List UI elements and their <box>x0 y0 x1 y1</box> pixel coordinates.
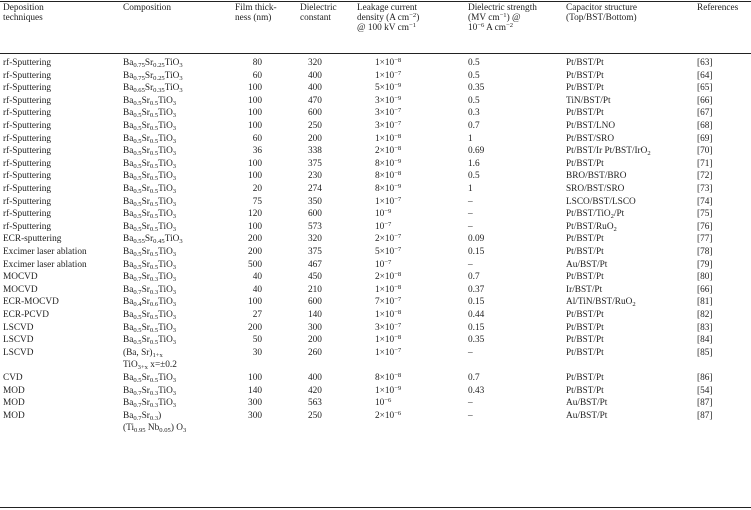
cell-composition: $Ba_{0.5}Sr_{0.5}TiO_3$ <box>123 108 177 120</box>
cell-composition: $Ba_{0.5}Sr_{0.5}TiO_3$ <box>123 310 177 321</box>
cell-capacitor-structure: LSCO/BST/LSCO <box>566 196 636 207</box>
cell-dielectric-strength: – <box>468 398 473 409</box>
header-references: References <box>697 3 739 13</box>
cell-deposition-technique: rf-Sputtering <box>3 158 52 169</box>
cell-reference: [85] <box>697 347 713 358</box>
cell-composition: $Ba_{0.75}Sr_{0.25}TiO_3$ <box>123 70 183 82</box>
cell-dielectric-strength: 0.43 <box>468 385 485 396</box>
cell-dielectric-constant: 250 <box>308 410 322 421</box>
cell-capacitor-structure: Pt/BST/Pt <box>566 70 604 81</box>
cell-reference: [69] <box>697 133 713 144</box>
cell-capacitor-structure: Pt/BST/RuO$_2$ <box>566 221 617 233</box>
cell-film-thickness: 100 <box>248 297 262 308</box>
cell-capacitor-structure: Pt/BST/LNO <box>566 121 616 131</box>
cell-film-thickness: 100 <box>248 373 262 383</box>
cell-deposition-technique: rf-Sputtering <box>3 209 52 220</box>
cell-leakage-current: $10^{-9}$ <box>375 208 392 220</box>
cell-dielectric-strength: 0.3 <box>468 108 480 119</box>
cell-composition: $Ba_{0.5}Sr_{0.5}TiO_3$ <box>123 247 177 258</box>
cell-leakage-current: $10^{-7}$ <box>375 220 392 232</box>
cell-reference: [63] <box>697 58 713 68</box>
cell-composition: $Ba_{0.5}Sr_{0.5}TiO_3$ <box>123 322 177 334</box>
cell-capacitor-structure: Pt/BST/Pt <box>566 322 604 333</box>
cell-dielectric-constant: 350 <box>308 196 322 207</box>
cell-deposition-technique: rf-Sputtering <box>3 58 52 68</box>
cell-dielectric-strength: – <box>468 347 473 358</box>
cell-composition: $Ba_{0.7}Sr_{0.3}$) <box>123 410 162 422</box>
cell-dielectric-strength: – <box>468 209 473 220</box>
cell-deposition-technique: Excimer laser ablation <box>3 259 87 270</box>
cell-leakage-current: $8\times 10^{-9}$ <box>375 157 402 169</box>
cell-dielectric-constant: 375 <box>308 158 322 169</box>
cell-film-thickness: 200 <box>248 247 262 257</box>
cell-dielectric-constant: 467 <box>308 259 322 270</box>
cell-dielectric-constant: 400 <box>308 70 322 81</box>
cell-leakage-current: $1\times 10^{-8}$ <box>375 132 402 144</box>
cell-dielectric-constant: 260 <box>308 347 322 358</box>
cell-leakage-current: $7\times 10^{-7}$ <box>375 296 402 308</box>
cell-deposition-technique: rf-Sputtering <box>3 121 52 131</box>
cell-deposition-technique: rf-Sputtering <box>3 83 52 94</box>
cell-deposition-technique: MOD <box>3 410 25 421</box>
cell-reference: [65] <box>697 83 713 94</box>
cell-capacitor-structure: SRO/BST/SRO <box>566 184 625 194</box>
cell-capacitor-structure: Pt/BST/Pt <box>566 373 604 383</box>
cell-reference: [71] <box>697 158 713 169</box>
cell-leakage-current: $10^{-7}$ <box>375 258 392 270</box>
cell-dielectric-constant: 400 <box>308 373 322 383</box>
cell-dielectric-strength: – <box>468 196 473 207</box>
cell-dielectric-constant: 420 <box>308 385 322 396</box>
cell-dielectric-strength: 0.15 <box>468 247 485 257</box>
cell-dielectric-strength: 0.35 <box>468 335 485 346</box>
cell-leakage-current: $1\times 10^{-7}$ <box>375 195 402 207</box>
cell-dielectric-constant: 230 <box>308 171 322 182</box>
cell-capacitor-structure: BRO/BST/BRO <box>566 171 627 182</box>
cell-leakage-current: $8\times 10^{-8}$ <box>375 372 402 383</box>
cell-leakage-current: $1\times 10^{-8}$ <box>375 334 402 346</box>
cell-dielectric-strength: 0.7 <box>468 272 480 283</box>
cell-film-thickness: 100 <box>248 83 262 94</box>
cell-leakage-current: $3\times 10^{-7}$ <box>375 120 402 131</box>
cell-deposition-technique: Excimer laser ablation <box>3 247 87 257</box>
cell-deposition-technique: CVD <box>3 373 23 383</box>
cell-dielectric-constant: 274 <box>308 184 322 194</box>
cell-capacitor-structure: TiN/BST/Pt <box>566 95 611 106</box>
cell-leakage-current: $2\times 10^{-8}$ <box>375 271 402 283</box>
cell-film-thickness: 100 <box>248 221 262 232</box>
cell-capacitor-structure: Ir/BST/Pt <box>566 284 603 295</box>
cell-deposition-technique: MOCVD <box>3 284 38 295</box>
cell-deposition-technique: rf-Sputtering <box>3 221 52 232</box>
header-composition: Composition <box>123 3 172 13</box>
cell-dielectric-constant: 200 <box>308 335 322 346</box>
cell-reference: [77] <box>697 234 713 245</box>
cell-composition: $Ba_{0.75}Sr_{0.25}TiO_3$ <box>123 58 183 69</box>
cell-capacitor-structure: Pt/BST/Pt <box>566 335 604 346</box>
cell-film-thickness: 120 <box>248 209 262 220</box>
cell-film-thickness: 40 <box>252 272 262 283</box>
cell-composition-continued: TiO$_{3+x}$ x=±0.2 <box>123 360 177 372</box>
cell-deposition-technique: LSCVD <box>3 322 34 333</box>
header-deposition-techniques: Deposition techniques <box>3 3 44 24</box>
cell-dielectric-constant: 450 <box>308 272 322 283</box>
cell-dielectric-constant: 600 <box>308 209 322 220</box>
top-rule <box>0 1 751 2</box>
cell-capacitor-structure: Pt/BST/Pt <box>566 83 604 94</box>
cell-composition: $Ba_{0.5}Sr_{0.5}TiO_3$ <box>123 373 177 384</box>
cell-composition: $Ba_{0.7}Sr_{0.3}TiO_3$ <box>123 398 177 410</box>
cell-reference: [66] <box>697 95 713 106</box>
cell-reference: [66] <box>697 284 713 295</box>
cell-leakage-current: $3\times 10^{-9}$ <box>375 94 402 106</box>
cell-dielectric-constant: 470 <box>308 95 322 106</box>
cell-deposition-technique: LSCVD <box>3 335 34 346</box>
cell-composition: $Ba_{0.4}Sr_{0.6}TiO_3$ <box>123 297 177 309</box>
cell-reference: [74] <box>697 196 713 207</box>
cell-reference: [80] <box>697 272 713 283</box>
cell-leakage-current: $1\times 10^{-9}$ <box>375 384 402 396</box>
cell-dielectric-constant: 600 <box>308 108 322 119</box>
cell-film-thickness: 100 <box>248 121 262 131</box>
cell-capacitor-structure: Pt/BST/Pt <box>566 385 604 396</box>
cell-reference: [78] <box>697 247 713 257</box>
cell-reference: [68] <box>697 121 713 131</box>
cell-composition: $Ba_{0.5}Sr_{0.5}TiO_3$ <box>123 158 177 170</box>
cell-deposition-technique: rf-Sputtering <box>3 146 52 157</box>
cell-dielectric-strength: 1 <box>468 133 473 144</box>
header-capacitor-structure: Capacitor structure (Top/BST/Bottom) <box>566 3 637 24</box>
cell-dielectric-strength: – <box>468 259 473 270</box>
cell-dielectric-constant: 338 <box>308 146 322 157</box>
cell-deposition-technique: rf-Sputtering <box>3 184 52 194</box>
cell-reference: [64] <box>697 70 713 81</box>
cell-dielectric-strength: 0.5 <box>468 58 480 68</box>
cell-film-thickness: 100 <box>248 108 262 119</box>
cell-reference: [76] <box>697 221 713 232</box>
cell-reference: [83] <box>697 322 713 333</box>
cell-film-thickness: 100 <box>248 158 262 169</box>
cell-dielectric-strength: 0.5 <box>468 70 480 81</box>
cell-leakage-current: $3\times 10^{-7}$ <box>375 107 402 119</box>
cell-capacitor-structure: Pt/BST/Pt <box>566 272 604 283</box>
cell-reference: [79] <box>697 259 713 270</box>
cell-deposition-technique: rf-Sputtering <box>3 108 52 119</box>
cell-dielectric-strength: – <box>468 410 473 421</box>
cell-dielectric-strength: – <box>468 221 473 232</box>
cell-deposition-technique: MOD <box>3 385 25 396</box>
header-leakage-current: Leakage current density (A $cm^{-2}$) @ 100 kV $cm^{-1}$ <box>357 3 420 34</box>
cell-leakage-current: $8\times 10^{-9}$ <box>375 183 402 194</box>
cell-reference: [86] <box>697 373 713 383</box>
cell-film-thickness: 40 <box>252 284 262 295</box>
cell-composition: $Ba_{0.5}Sr_{0.5}TiO_3$ <box>123 133 177 145</box>
cell-deposition-technique: MOD <box>3 398 25 409</box>
cell-composition: $Ba_{0.5}Sr_{0.5}TiO_3$ <box>123 146 177 158</box>
cell-leakage-current: $2\times 10^{-8}$ <box>375 145 402 157</box>
cell-composition: (Ba, $Sr)_{1+x}$ <box>123 347 163 359</box>
cell-film-thickness: 20 <box>252 184 262 194</box>
cell-dielectric-strength: 0.15 <box>468 297 485 308</box>
cell-film-thickness: 75 <box>252 196 262 207</box>
cell-leakage-current: $1\times 10^{-7}$ <box>375 346 402 358</box>
cell-dielectric-strength: 0.44 <box>468 310 485 320</box>
cell-dielectric-strength: 0.09 <box>468 234 485 245</box>
cell-film-thickness: 300 <box>248 410 262 421</box>
cell-leakage-current: $5\times 10^{-9}$ <box>375 82 402 94</box>
cell-leakage-current: $2\times 10^{-6}$ <box>375 409 402 421</box>
cell-capacitor-structure: Pt/BST/Pt <box>566 247 604 257</box>
cell-film-thickness: 140 <box>248 385 262 396</box>
cell-composition: $Ba_{0.5}Sr_{0.5}TiO_3$ <box>123 121 177 132</box>
cell-reference: [70] <box>697 146 713 157</box>
cell-composition: $Ba_{0.7}Sr_{0.3}TiO_3$ <box>123 385 177 397</box>
cell-dielectric-strength: 0.7 <box>468 121 480 131</box>
cell-dielectric-strength: 0.37 <box>468 284 485 295</box>
cell-reference: [81] <box>697 297 713 308</box>
cell-film-thickness: 36 <box>252 146 262 157</box>
cell-deposition-technique: ECR-PCVD <box>3 310 49 320</box>
cell-leakage-current: $2\times 10^{-7}$ <box>375 233 402 245</box>
cell-capacitor-structure: Pt/BST/SRO <box>566 133 615 144</box>
cell-reference: [84] <box>697 335 713 346</box>
cell-reference: [67] <box>697 108 713 119</box>
cell-leakage-current: $10^{-6}$ <box>375 397 392 409</box>
cell-capacitor-structure: Au/BST/Pt <box>566 259 608 270</box>
cell-dielectric-strength: 1 <box>468 184 473 194</box>
cell-composition: $Ba_{0.5}Sr_{0.5}TiO_3$ <box>123 171 177 183</box>
cell-capacitor-structure: Pt/BST/Ir Pt/BST/IrO$_2$ <box>566 146 651 158</box>
cell-composition: $Ba_{0.55}Sr_{0.45}TiO_3$ <box>123 234 183 246</box>
cell-dielectric-strength: 0.7 <box>468 373 480 383</box>
cell-film-thickness: 27 <box>252 310 262 320</box>
cell-film-thickness: 200 <box>248 322 262 333</box>
cell-leakage-current: $5\times 10^{-7}$ <box>375 246 402 257</box>
cell-deposition-technique: rf-Sputtering <box>3 196 52 207</box>
cell-composition: $Ba_{0.5}Sr_{0.5}TiO_3$ <box>123 184 177 195</box>
cell-deposition-technique: rf-Sputtering <box>3 133 52 144</box>
cell-deposition-technique: rf-Sputtering <box>3 171 52 182</box>
cell-dielectric-constant: 210 <box>308 284 322 295</box>
cell-film-thickness: 500 <box>248 259 262 270</box>
header-film-thickness: Film thick- ness (nm) <box>235 3 277 24</box>
cell-dielectric-constant: 300 <box>308 322 322 333</box>
cell-deposition-technique: ECR-sputtering <box>3 234 62 245</box>
cell-film-thickness: 100 <box>248 171 262 182</box>
cell-composition: $Ba_{0.65}Sr_{0.35}TiO_3$ <box>123 83 183 95</box>
cell-deposition-technique: rf-Sputtering <box>3 70 52 81</box>
cell-deposition-technique: MOCVD <box>3 272 38 283</box>
cell-capacitor-structure: Pt/BST/Pt <box>566 108 604 119</box>
cell-composition: $Ba_{0.7}Sr_{0.3}TiO_3$ <box>123 284 177 296</box>
cell-capacitor-structure: Pt/BST/TiO$_2$/Pt <box>566 209 625 221</box>
cell-dielectric-strength: 0.15 <box>468 322 485 333</box>
cell-dielectric-strength: 1.6 <box>468 158 480 169</box>
cell-film-thickness: 200 <box>248 234 262 245</box>
cell-reference: [54] <box>697 385 713 396</box>
cell-film-thickness: 60 <box>252 133 262 144</box>
cell-leakage-current: $3\times 10^{-7}$ <box>375 321 402 333</box>
cell-capacitor-structure: Au/BST/Pt <box>566 398 608 409</box>
cell-leakage-current: $1\times 10^{-8}$ <box>375 283 402 295</box>
cell-reference: [75] <box>697 209 713 220</box>
cell-dielectric-constant: 563 <box>308 398 322 409</box>
cell-dielectric-constant: 250 <box>308 121 322 131</box>
cell-dielectric-strength: 0.35 <box>468 83 485 94</box>
header-rule <box>0 53 751 54</box>
cell-dielectric-strength: 0.5 <box>468 171 480 182</box>
cell-deposition-technique: rf-Sputtering <box>3 95 52 106</box>
cell-dielectric-constant: 320 <box>308 58 322 68</box>
cell-deposition-technique: LSCVD <box>3 347 34 358</box>
cell-dielectric-constant: 600 <box>308 297 322 308</box>
cell-film-thickness: 300 <box>248 398 262 409</box>
cell-leakage-current: $8\times 10^{-8}$ <box>375 170 402 182</box>
cell-dielectric-constant: 200 <box>308 133 322 144</box>
cell-capacitor-structure: Pt/BST/Pt <box>566 158 604 169</box>
cell-leakage-current: $1\times 10^{-7}$ <box>375 69 402 81</box>
cell-capacitor-structure: Pt/BST/Pt <box>566 234 604 245</box>
cell-reference: [73] <box>697 184 713 194</box>
cell-composition: $Ba_{0.5}Sr_{0.5}TiO_3$ <box>123 335 177 347</box>
cell-composition: $Ba_{0.5}Sr_{0.5}TiO_3$ <box>123 209 177 221</box>
cell-leakage-current: $1\times 10^{-8}$ <box>375 309 402 320</box>
cell-dielectric-strength: 0.5 <box>468 95 480 106</box>
cell-capacitor-structure: Pt/BST/Pt <box>566 347 604 358</box>
cell-film-thickness: 30 <box>252 347 262 358</box>
header-dielectric-strength: Dielectric strength (MV $cm^{-1}$) @ $10^{-6}$ A $cm^{-2}$ <box>468 3 537 34</box>
cell-capacitor-structure: Al/TiN/BST/RuO$_2$ <box>566 297 636 309</box>
cell-film-thickness: 100 <box>248 95 262 106</box>
cell-composition: $Ba_{0.5}Sr_{0.5}TiO_3$ <box>123 221 177 233</box>
bottom-rule <box>0 507 751 508</box>
cell-film-thickness: 60 <box>252 70 262 81</box>
cell-capacitor-structure: Pt/BST/Pt <box>566 310 604 320</box>
cell-dielectric-constant: 140 <box>308 310 322 320</box>
cell-composition: $Ba_{0.5}Sr_{0.5}TiO_3$ <box>123 196 177 208</box>
cell-dielectric-constant: 375 <box>308 247 322 257</box>
cell-capacitor-structure: Pt/BST/Pt <box>566 58 604 68</box>
cell-film-thickness: 80 <box>252 58 262 68</box>
cell-film-thickness: 50 <box>252 335 262 346</box>
cell-dielectric-constant: 320 <box>308 234 322 245</box>
cell-composition: $Ba_{0.5}Sr_{0.5}TiO_3$ <box>123 259 177 271</box>
cell-composition: $Ba_{0.7}Sr_{0.3}TiO_3$ <box>123 272 177 284</box>
cell-leakage-current: $1\times 10^{-8}$ <box>375 57 402 68</box>
cell-deposition-technique: ECR-MOCVD <box>3 297 59 308</box>
cell-dielectric-constant: 400 <box>308 83 322 94</box>
cell-composition: $Ba_{0.5}Sr_{0.5}TiO_3$ <box>123 95 177 107</box>
cell-dielectric-strength: 0.69 <box>468 146 485 157</box>
cell-reference: [87] <box>697 398 713 409</box>
cell-composition-continued: ($Ti_{0.95}$ $Nb_{0.05}$) $O_3$ <box>123 423 187 435</box>
cell-reference: [82] <box>697 310 713 320</box>
cell-reference: [87] <box>697 410 713 421</box>
header-dielectric-constant: Dielectric constant <box>300 3 337 24</box>
cell-capacitor-structure: Au/BST/Pt <box>566 410 608 421</box>
cell-dielectric-constant: 573 <box>308 221 322 232</box>
cell-reference: [72] <box>697 171 713 182</box>
